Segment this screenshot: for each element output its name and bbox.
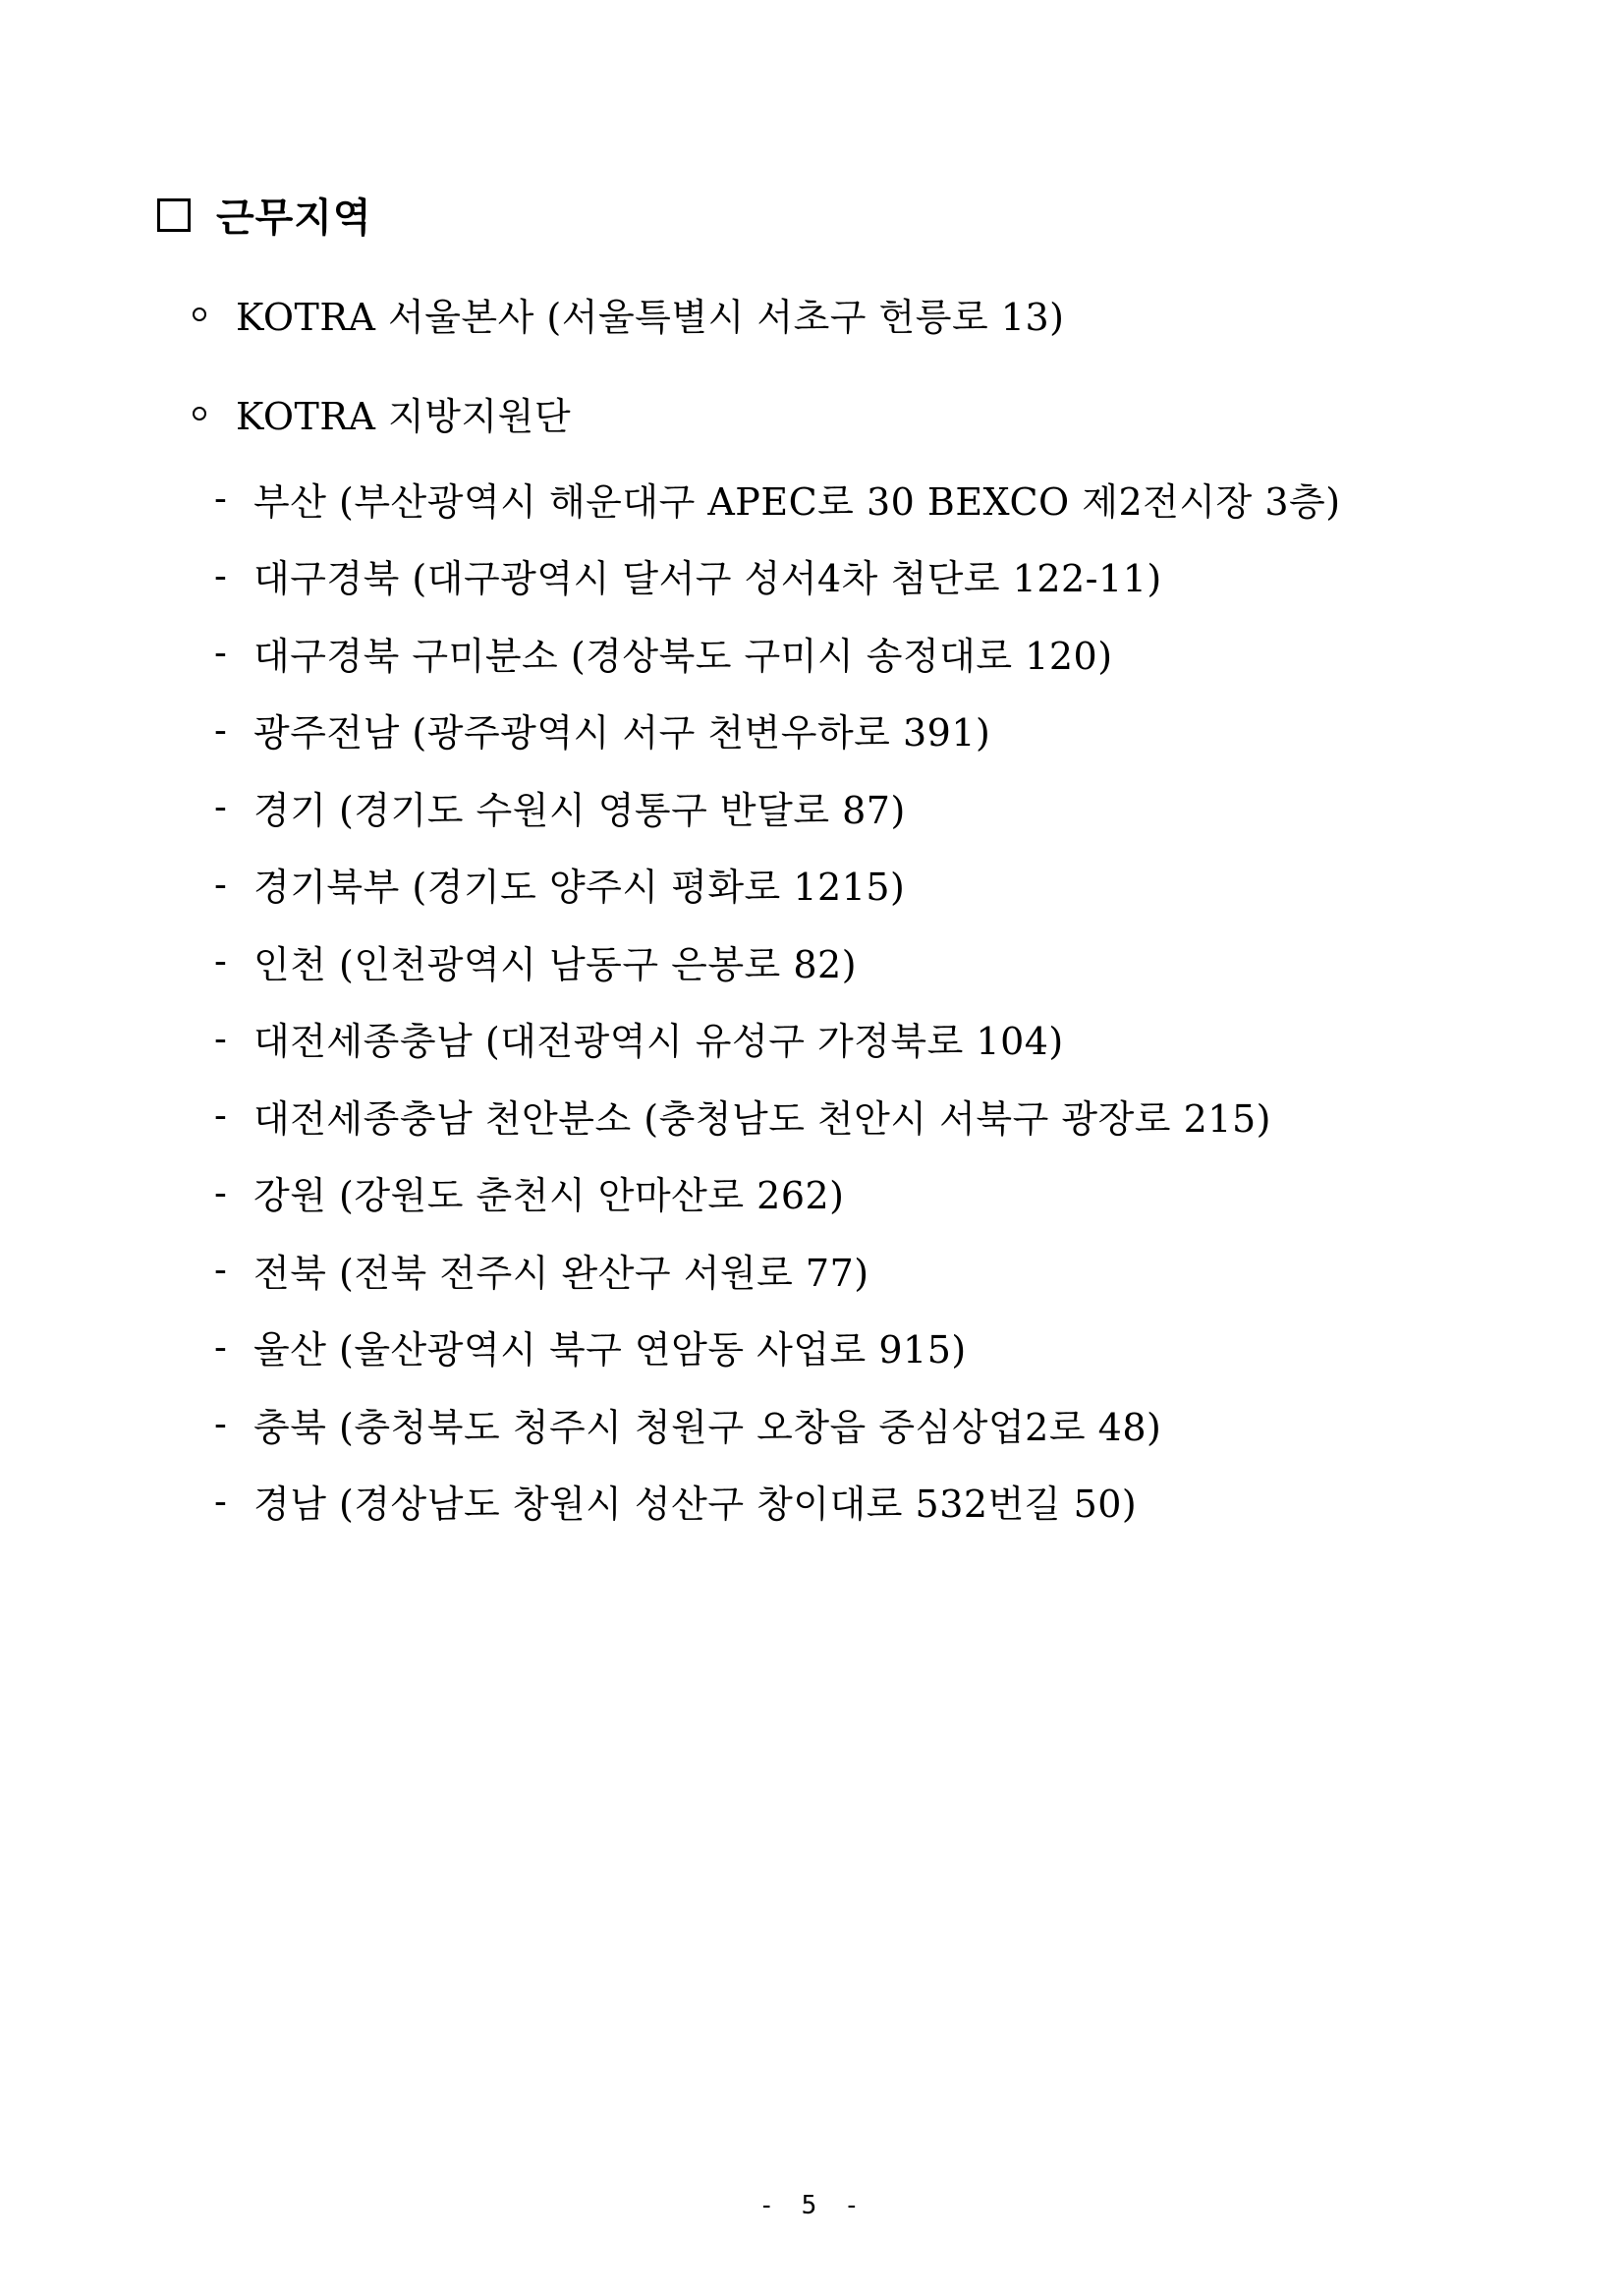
list-item xyxy=(214,1154,1341,1232)
list-item xyxy=(214,1463,1341,1540)
list-item-text: 경남 (경상남도 창원시 성산구 창이대로 532번길 50) xyxy=(253,1483,1138,1527)
regional-offices-heading xyxy=(187,386,571,440)
list-item xyxy=(214,537,1341,615)
square-bullet-icon xyxy=(157,198,191,232)
list-item xyxy=(214,768,1341,846)
dash-bullet: - xyxy=(214,1093,228,1138)
circle-bullet-icon xyxy=(193,407,206,420)
list-item xyxy=(214,1000,1341,1078)
dash-bullet: - xyxy=(214,1324,228,1369)
dash-bullet: - xyxy=(214,1016,228,1060)
list-item xyxy=(214,1309,1341,1386)
main-office-text: KOTRA 서울본사 (서울특별시 서초구 헌릉로 13) xyxy=(236,296,1065,339)
dash-bullet: - xyxy=(214,707,228,752)
list-item-text: 대구경북 (대구광역시 달서구 성서4차 첨단로 122-11) xyxy=(253,557,1162,601)
list-item xyxy=(214,923,1341,1000)
list-item xyxy=(214,1077,1341,1154)
list-item-text: 인천 (인천광역시 남동구 은봉로 82) xyxy=(253,942,858,986)
regional-office-list xyxy=(214,460,1341,1540)
list-item-text: 울산 (울산광역시 북구 연암동 사업로 915) xyxy=(253,1328,967,1372)
list-item-text: 대전세종충남 (대전광역시 유성구 가정북로 104) xyxy=(253,1020,1064,1064)
dash-bullet: - xyxy=(214,785,228,829)
regional-offices-title: KOTRA 지방지원단 xyxy=(236,395,572,438)
dash-bullet: - xyxy=(214,476,228,521)
dash-bullet: - xyxy=(214,1479,228,1523)
list-item xyxy=(214,1231,1341,1309)
list-item-text: 경기북부 (경기도 양주시 평화로 1215) xyxy=(253,866,906,910)
list-item xyxy=(214,614,1341,692)
dash-bullet: - xyxy=(214,553,228,597)
list-item xyxy=(214,1385,1341,1463)
section-heading xyxy=(157,187,372,243)
dash-bullet: - xyxy=(214,1402,228,1446)
circle-bullet-icon xyxy=(193,308,206,321)
dash-bullet: - xyxy=(214,631,228,675)
list-item-text: 부산 (부산광역시 해운대구 APEC로 30 BEXCO 제2전시장 3층) xyxy=(253,479,1341,524)
list-item-text: 충북 (충청북도 청주시 청원구 오창읍 중심상업2로 48) xyxy=(253,1405,1162,1449)
list-item xyxy=(214,846,1341,924)
list-item-text: 대구경북 구미분소 (경상북도 구미시 송정대로 120) xyxy=(253,634,1113,678)
dash-bullet: - xyxy=(214,1248,228,1292)
list-item xyxy=(214,460,1341,537)
dash-bullet: - xyxy=(214,862,228,906)
list-item xyxy=(214,692,1341,769)
list-item-text: 강원 (강원도 춘천시 안마산로 262) xyxy=(253,1174,845,1218)
list-item-text: 광주전남 (광주광역시 서구 천변우하로 391) xyxy=(253,711,991,756)
dash-bullet: - xyxy=(214,939,228,983)
list-item-text: 대전세종충남 천안분소 (충청남도 천안시 서북구 광장로 215) xyxy=(253,1096,1271,1141)
section-title: 근무지역 xyxy=(216,196,372,241)
list-item-text: 경기 (경기도 수원시 영통구 반달로 87) xyxy=(253,788,906,832)
list-item-text: 전북 (전북 전주시 완산구 서원로 77) xyxy=(253,1251,869,1295)
dash-bullet: - xyxy=(214,1170,228,1214)
page-number: - 5 - xyxy=(758,2191,866,2220)
main-office-item xyxy=(187,287,1064,341)
